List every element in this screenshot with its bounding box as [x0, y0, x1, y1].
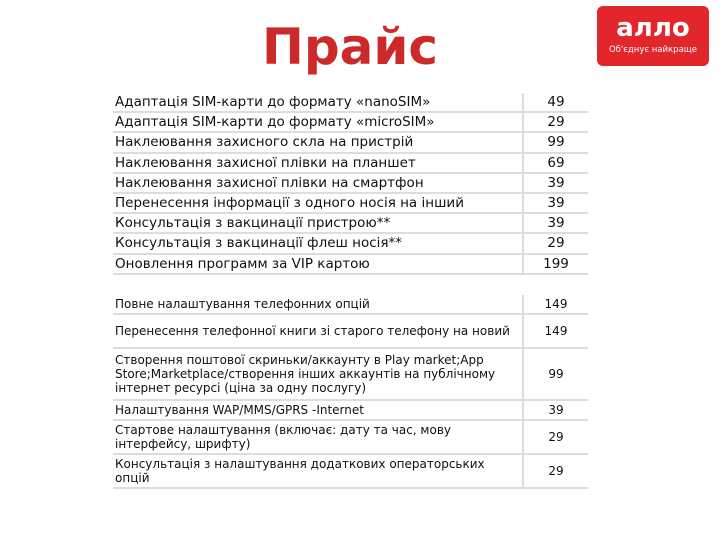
service-name: Налаштування WAP/MMS/GPRS -Internet: [115, 403, 364, 417]
table-row: [113, 112, 588, 132]
table-row: [113, 132, 588, 152]
service-name: Наклеювання захисної плівки на планшет: [115, 154, 416, 171]
service-price: 29: [523, 454, 588, 488]
service-price: 39: [523, 173, 588, 193]
service-name: Наклеювання захисної плівки на смартфон: [115, 174, 424, 191]
price-table-settings: [113, 295, 588, 489]
service-price: 29: [523, 420, 588, 454]
service-price: 199: [523, 254, 588, 274]
table-row: [113, 173, 588, 193]
logo-wordmark: алло: [616, 13, 690, 43]
table-row: [113, 233, 588, 253]
table-row: [113, 314, 588, 348]
service-name: Консультація з налаштування додаткових операторських опцій: [115, 457, 485, 485]
service-price: 39: [523, 193, 588, 213]
service-name: Наклеювання захисного скла на пристрій: [115, 134, 414, 151]
service-price: 29: [523, 233, 588, 253]
service-name: Перенесення інформації з одного носія на інший: [115, 195, 464, 212]
service-price: 99: [523, 348, 588, 400]
service-price: 69: [523, 153, 588, 173]
table-row: [113, 93, 588, 112]
table-row: [113, 295, 588, 314]
service-name: Повне налаштування телефонних опцій: [115, 297, 370, 311]
table-row: [113, 454, 588, 488]
service-name: Перенесення телефонної книги зі старого телефону на новий: [115, 324, 510, 338]
service-price: 149: [523, 295, 588, 314]
service-price: 39: [523, 400, 588, 420]
service-name: Консультація з вакцинації флеш носія**: [115, 235, 403, 252]
service-name: Адаптація SIM-карти до формату «microSIM»: [115, 114, 435, 131]
service-price: 49: [523, 93, 588, 112]
service-name: Адаптація SIM-карти до формату «nanoSIM»: [115, 94, 431, 111]
page-title: Прайс: [262, 18, 439, 76]
service-name: Консультація з вакцинації пристрою**: [115, 215, 391, 232]
table-row: [113, 400, 588, 420]
table-row: [113, 348, 588, 400]
service-name: Створення поштової скриньки/аккаунту в Play market;App Store;Marketplace/створення інших аккаунтів на публічному інтернет ресурсі (ціна за одну послугу): [115, 353, 496, 395]
service-name: Стартове налаштування (включає: дату та час, мову інтерфейсу, шрифту): [115, 423, 451, 451]
service-price: 39: [523, 213, 588, 233]
service-price: 29: [523, 112, 588, 132]
service-price: 99: [523, 132, 588, 152]
service-name: Оновлення программ за VIP картою: [115, 255, 370, 272]
table-row: [113, 153, 588, 173]
service-price: 149: [523, 314, 588, 348]
allo-logo: [597, 6, 709, 66]
table-row: [113, 420, 588, 454]
table-row: [113, 254, 588, 274]
logo-slogan: Об'єднує найкраще: [608, 45, 698, 55]
table-row: [113, 193, 588, 213]
price-table-basic: [113, 93, 588, 275]
table-row: [113, 213, 588, 233]
